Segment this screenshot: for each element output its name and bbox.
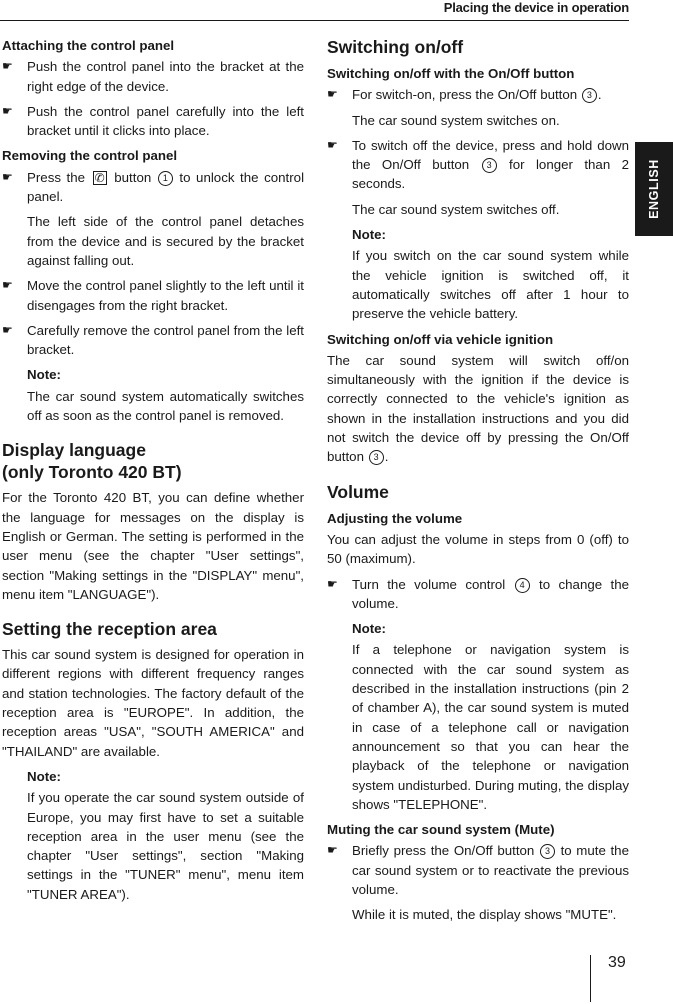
- pointing-hand-icon: ☛: [2, 59, 13, 74]
- ignition-subheading: Switching on/off via vehicle ignition: [327, 331, 554, 347]
- bullet-text: Push the control panel into the bracket at the right edge of the device.: [27, 59, 304, 94]
- language-tab: [635, 142, 673, 236]
- reference-number: 3: [540, 844, 555, 859]
- bullet-text: To switch off the device, press and hold down the On/Off button: [352, 137, 629, 173]
- paragraph: This car sound system is designed for operation in different regions with different frequency ranges and station technologies. The factory default of the reception area is "EUROPE". In addition, the reception areas "USA", "SOUTH AMERICA" and "THAILAND" are available.: [2, 647, 304, 759]
- paragraph: You can adjust the volume in steps from 0 (off) to 50 (maximum).: [327, 531, 629, 567]
- note-label: Note:: [27, 768, 61, 784]
- switching-subheading: Switching on/off with the On/Off button: [327, 66, 575, 81]
- language-tab-label: ENGLISH: [647, 159, 662, 219]
- bullet-text: to unlock the control panel.: [27, 169, 305, 205]
- header-rule: [0, 20, 629, 21]
- pointing-hand-icon: ☛: [2, 278, 13, 293]
- bullet-text: Carefully remove the control panel from the left bracket.: [27, 322, 304, 358]
- page-number-rule: [590, 955, 591, 1002]
- pointing-hand-icon: ☛: [327, 87, 338, 102]
- pointing-hand-icon: ☛: [327, 137, 338, 152]
- note-label: Note:: [352, 621, 386, 637]
- bullet-text: Move the control panel slightly to the left until it disengages from the right bracket.: [27, 278, 304, 313]
- list-item: [2, 57, 304, 96]
- list-item: [2, 321, 304, 360]
- reference-number: 4: [515, 578, 530, 593]
- list-item: [2, 276, 304, 315]
- bullet-text: button: [114, 169, 152, 185]
- page-header-title: Placing the device in operation: [443, 0, 629, 15]
- reference-number: 3: [482, 158, 497, 173]
- bullet-text: Turn the volume control: [352, 576, 506, 592]
- reference-number: 3: [369, 450, 384, 465]
- reference-number: 3: [582, 88, 597, 103]
- volume-subheading: Adjusting the volume: [327, 510, 463, 526]
- reference-number: 1: [158, 171, 173, 186]
- list-item: ☛ For switch-on, press the On/Off button 3 .: [327, 85, 629, 104]
- bullet-text: Briefly press the On/Off button: [352, 843, 535, 859]
- reception-heading: Setting the reception area: [2, 619, 217, 640]
- note-text: If a telephone or navigation system is connected with the car sound system as described in the installation instructions (pin 2 of chamber A), the car sound system is muted in case of a telephone call or navigation announcement so that you can hear the playback of the telephone or navigation system undisturbed. During muting, the display shows "TELEPHONE".: [352, 642, 629, 812]
- switching-heading: Switching on/off: [327, 37, 464, 57]
- pointing-hand-icon: ☛: [2, 103, 13, 118]
- list-item: [2, 102, 304, 141]
- list-item: ☛ To switch off the device, press and hold down the On/Off button 3 for longer than 2 seconds.: [327, 136, 629, 194]
- pointing-hand-icon: ☛: [327, 576, 338, 591]
- note-text: The car sound system automatically switches off as soon as the control panel is removed.: [27, 388, 304, 424]
- volume-heading: Volume: [327, 481, 389, 502]
- note-text: If you operate the car sound system outside of Europe, you may first have to set a suitable reception area in the user menu (see the chapter "User settings", section "Making settings in the "TUNER" menu", menu item "TUNER AREA").: [27, 790, 304, 902]
- note-label: Note:: [352, 227, 386, 243]
- paragraph: The car sound system switches on.: [352, 112, 560, 128]
- phone-icon: ✆: [94, 170, 105, 185]
- paragraph: The car sound system switches off.: [352, 201, 560, 217]
- pointing-hand-icon: ☛: [2, 169, 13, 184]
- list-item: ☛ Turn the volume control 4 to change the volume.: [327, 575, 629, 614]
- list-item: ☛ Briefly press the On/Off button 3 to mute the car sound system or to reactivate the previous volume.: [327, 841, 629, 899]
- right-column: [327, 36, 629, 931]
- remove-heading: Removing the control panel: [2, 148, 178, 164]
- paragraph: While it is muted, the display shows "MUTE".: [352, 907, 617, 923]
- page-number: 39: [608, 954, 626, 971]
- bullet-text: Press the: [27, 169, 86, 185]
- attach-heading: Attaching the control panel: [2, 38, 175, 53]
- mute-subheading: Muting the car sound system (Mute): [327, 822, 555, 838]
- note-label: Note:: [27, 367, 61, 383]
- pointing-hand-icon: ☛: [2, 322, 13, 337]
- display-language-heading: Display language (only Toronto 420 BT): [2, 440, 182, 483]
- left-column: [2, 36, 304, 910]
- paragraph: The car sound system will switch off/on simultaneously with the ignition if the device is correctly connected to the vehicle's ignition as shown in the installation instructions and you did not switch the device off by pressing the On/Off button 3 .: [327, 352, 629, 465]
- list-item: [2, 168, 304, 207]
- paragraph: The left side of the control panel detaches from the device and is secured by the bracket against falling out.: [27, 214, 304, 268]
- pointing-hand-icon: ☛: [327, 843, 338, 858]
- paragraph: For the Toronto 420 BT, you can define whether the language for messages on the display is English or German. The setting is performed in the user menu (see the chapter "User settings", section "Making settings in the "DISPLAY" menu", menu item "LANGUAGE").: [2, 490, 304, 602]
- bullet-text: For switch-on, press the On/Off button: [352, 87, 578, 103]
- bullet-text: Push the control panel carefully into the left bracket until it clicks into place.: [27, 103, 304, 139]
- note-text: If you switch on the car sound system while the vehicle ignition is switched off, it automatically switches off after 1 hour to preserve the vehicle battery.: [352, 248, 629, 322]
